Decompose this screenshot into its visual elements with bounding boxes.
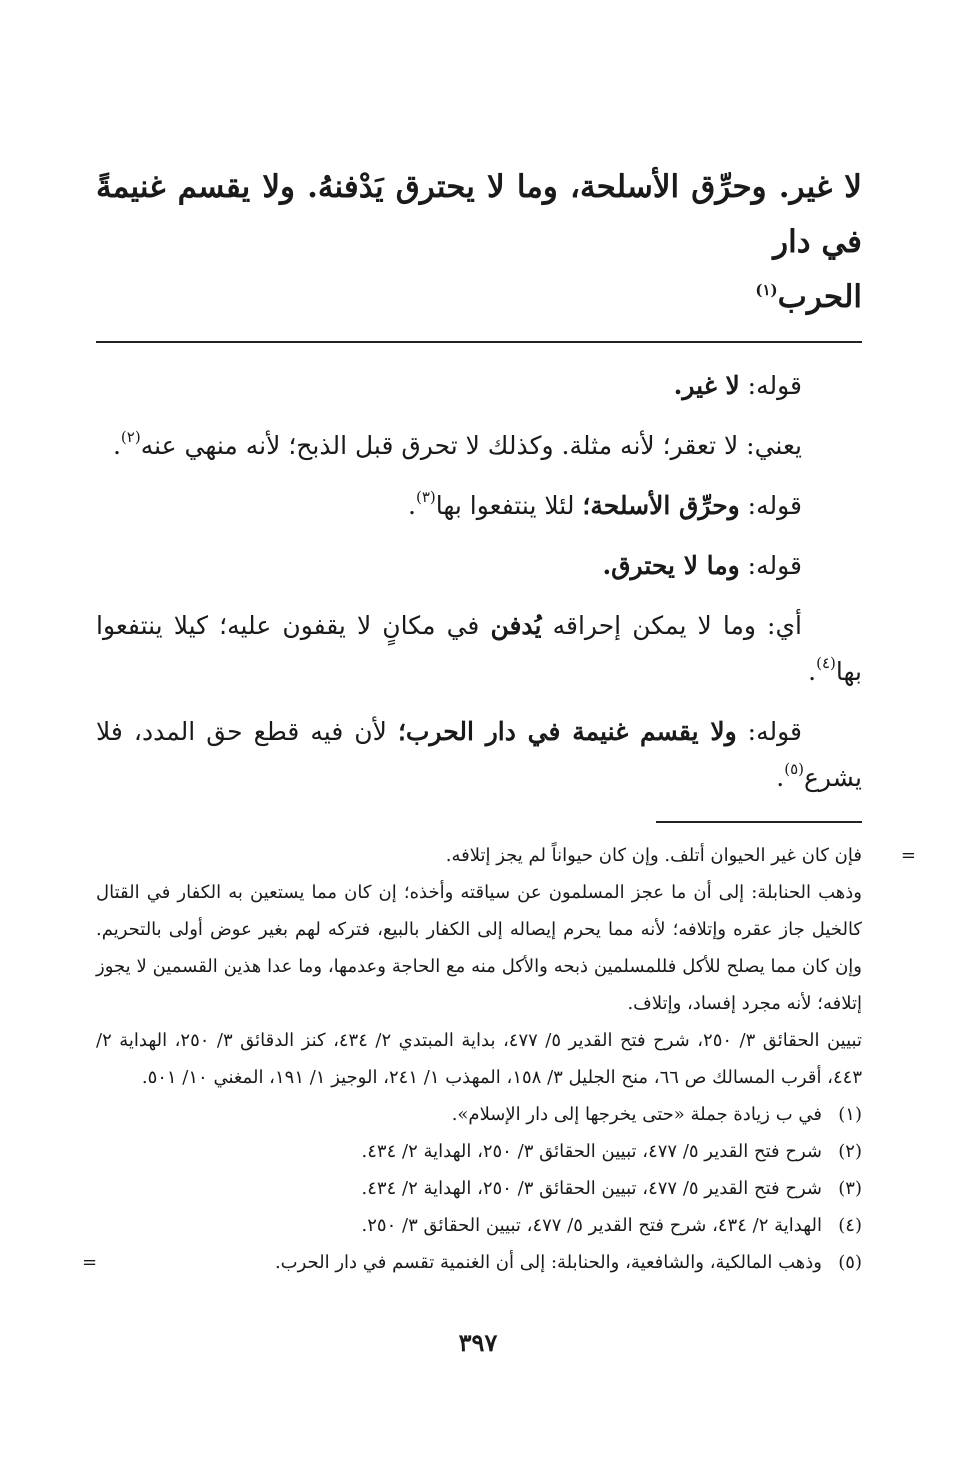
- footnote-ref[interactable]: (٥): [784, 760, 805, 778]
- qawluhu-label: قوله:: [739, 491, 802, 520]
- period: .: [776, 763, 785, 792]
- commentary: [96, 363, 862, 801]
- footnote-ref[interactable]: (٢): [120, 428, 141, 446]
- commentary-paragraph: [96, 483, 862, 529]
- continuation-mark: =: [900, 845, 916, 866]
- commentary-text: في مكانٍ لا يقفون عليه؛ كيلا ينتفعوا بها: [96, 611, 862, 686]
- footnote-text: وذهب الحنابلة: إلى أن ما عجز المسلمون عن سياقته وأخذه؛ إن كان مما يستعين به الكفار في القتال كالخيل جاز عقره وإتلافه؛ لأنه مما يحرم إيصاله إلى الكفار بالبيع، فتركه لهم بغير عوض أولى بالتحريم. وإن كان مما يصلح للأكل فللمسلمين ذبحه والأكل منه مع الحاجة وعدمها، وما عدا هذين القسمين لا يجوز إتلافه؛ لأنه مجرد إفساد، وإتلاف.: [96, 882, 862, 1014]
- footnote-item: [82, 1244, 862, 1281]
- commentary-text: لئلا ينتفعوا بها: [435, 491, 583, 520]
- footnote-text: شرح فتح القدير ٥/ ٤٧٧، تبيين الحقائق ٣/ ٢٥٠، الهداية ٢/ ٤٣٤.: [361, 1178, 822, 1199]
- quoted-matn: وحرِّق الأسلحة؛: [582, 491, 740, 520]
- continuation-mark: =: [82, 1252, 98, 1273]
- commentary-paragraph: [96, 603, 862, 695]
- footnote-item: [96, 1133, 862, 1170]
- footnote-number: (٥): [838, 1252, 862, 1273]
- period: .: [808, 657, 817, 686]
- matn-line: الحرب: [777, 279, 862, 315]
- footnote-text: الهداية ٢/ ٤٣٤، شرح فتح القدير ٥/ ٤٧٧، تبيين الحقائق ٣/ ٢٥٠.: [361, 1215, 822, 1236]
- footnote-divider: [656, 821, 862, 823]
- footnote-text: فإن كان غير الحيوان أتلف. وإن كان حيواناً لم يجز إتلافه.: [445, 845, 862, 866]
- footnote-text: في ب زيادة جملة «حتى يخرجها إلى دار الإسلام».: [451, 1104, 822, 1125]
- matn-text: [96, 160, 862, 325]
- footnote-text: تبيين الحقائق ٣/ ٢٥٠، شرح فتح القدير ٥/ ٤٧٧، بداية المبتدي ٢/ ٤٣٤، كنز الدقائق ٣/ ٢٥٠، الهداية ٢/ ٤٤٣، أقرب المسالك ص ٦٦، منح الجليل ٣/ ١٥٨، المهذب ١/ ٢٤١، الوجيز ١/ ١٩١، المغني ١٠/ ٥٠١.: [96, 1030, 862, 1088]
- commentary-text: لأن فيه قطع حق المدد، فلا يشرع: [96, 717, 862, 792]
- commentary-paragraph: [96, 709, 862, 801]
- footnote-ref[interactable]: (٤): [816, 654, 836, 672]
- footnote-number: (١): [838, 1104, 862, 1125]
- footnote-text: وذهب المالكية، والشافعية، والحنابلة: إلى أن الغنمية تقسم في دار الحرب.: [274, 1252, 822, 1273]
- quoted-matn: ولا يقسم غنيمة في دار الحرب؛: [397, 717, 737, 746]
- commentary-text: يعني: لا تعقر؛ لأنه مثلة. وكذلك لا تحرق قبل الذبح؛ لأنه منهي عنه: [140, 431, 802, 460]
- quoted-matn: وما لا يحترق.: [602, 551, 740, 580]
- footnote-item: [96, 1096, 862, 1133]
- footnote-number: (٢): [838, 1141, 862, 1162]
- matn-divider: [96, 341, 862, 343]
- page-body: [82, 160, 916, 1281]
- footnote-ref[interactable]: (١): [755, 281, 778, 299]
- qawluhu-label: قوله:: [739, 371, 802, 400]
- commentary-paragraph: [96, 363, 862, 409]
- footnote-text: شرح فتح القدير ٥/ ٤٧٧، تبيين الحقائق ٣/ ٢٥٠، الهداية ٢/ ٤٣٤.: [361, 1141, 822, 1162]
- footnotes: [82, 837, 916, 1281]
- footnote-number: (٤): [838, 1215, 862, 1236]
- qawluhu-label: قوله:: [736, 717, 802, 746]
- footnote-continuation: [96, 874, 862, 1022]
- commentary-text: أي: وما لا يمكن إحراقه: [541, 611, 802, 640]
- footnote-number: (٣): [838, 1178, 862, 1199]
- commentary-paragraph: [96, 543, 862, 589]
- footnote-continuation: [96, 837, 916, 874]
- matn-line: لا غير. وحرِّق الأسلحة، وما لا يحترق يَدْفنهُ. ولا يقسم غنيمةً في دار: [96, 169, 862, 260]
- period: .: [408, 491, 416, 520]
- footnote-item: [96, 1207, 862, 1244]
- commentary-paragraph: [96, 423, 862, 469]
- page-number: ٣٩٧: [458, 1328, 498, 1357]
- period: .: [112, 431, 121, 460]
- footnote-ref[interactable]: (٣): [415, 488, 436, 506]
- footnote-continuation: [96, 1022, 862, 1096]
- qawluhu-label: قوله:: [739, 551, 802, 580]
- quoted-matn: يُدفن: [490, 611, 542, 640]
- quoted-matn: لا غير.: [673, 371, 740, 400]
- footnote-item: [96, 1170, 862, 1207]
